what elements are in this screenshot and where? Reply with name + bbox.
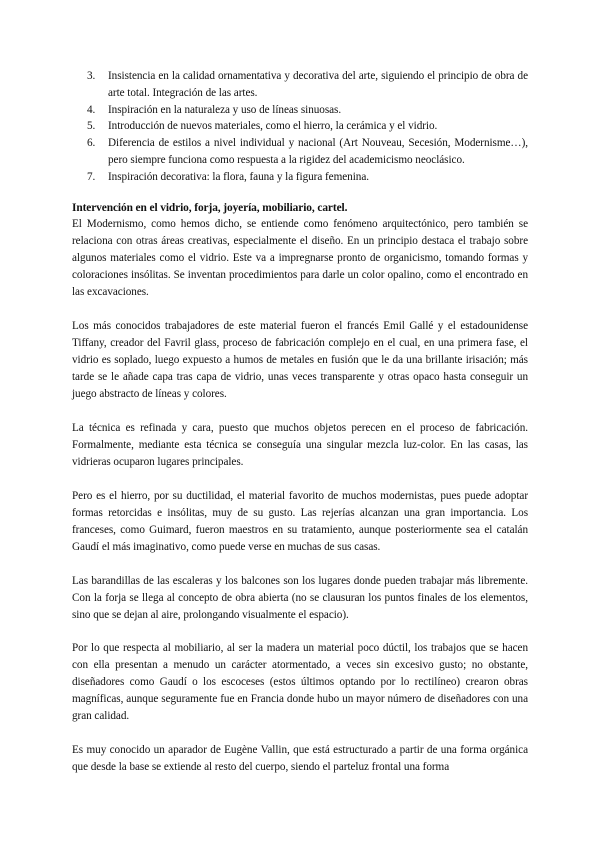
paragraph-iron: Pero es el hierro, por su ductilidad, el material favorito de muchos modernistas, pues puede adoptar formas retorcidas e insólitas, muy de su gusto. Las rejerías alcanzan una gran importancia. Los franceses, como Guimard, fueron maestros en su tratamiento, aunque posteriormente sea el catalán Gaudí el más imaginativo, como puede verse en muchas de sus casas. <box>72 489 528 553</box>
principles-list <box>72 68 528 186</box>
list-item <box>72 68 528 102</box>
list-item-number: 6. <box>87 137 96 150</box>
paragraph-glass-technique: La técnica es refinada y cara, puesto que muchos objetos perecen en el proceso de fabricación. Formalmente, mediante esta técnica se conseguía una singular mezcla luz-color. En las casas, las vidrieras ocuparon lugares principales. <box>72 421 528 468</box>
paragraph-vallin: Es muy conocido un aparador de Eugène Vallin, que está estructurado a partir de una forma orgánica que desde la base se extiende al resto del cuerpo, siendo el parteluz frontal una forma <box>72 744 528 774</box>
section-heading: Intervención en el vidrio, forja, joyería, mobiliario, cartel. <box>72 201 348 214</box>
list-item <box>72 118 528 135</box>
list-item-text: Introducción de nuevos materiales, como el hierro, la cerámica y el vidrio. <box>108 120 438 133</box>
list-item <box>72 169 528 186</box>
list-item-number: 7. <box>87 170 96 183</box>
paragraph-glass-intro: El Modernismo, como hemos dicho, se entiende como fenómeno arquitectónico, pero también se relaciona con otras áreas creativas, especialmente el diseño. En un principio destaca el trabajo sobre algunos materiales como el vidrio. Este va a impregnarse pronto de organicismo, tomando formas y coloraciones insólitas. Se inventan procedimientos para darle un color opalino, como el encontrado en las excavaciones. <box>72 218 528 299</box>
list-item-number: 5. <box>87 120 96 133</box>
list-item-text: Diferencia de estilos a nivel individual y nacional (Art Nouveau, Secesión, Modernisme…), pero siempre funciona como respuesta a la rigidez del academicismo neoclásico. <box>108 137 528 166</box>
list-item <box>72 102 528 119</box>
paragraph-furniture: Por lo que respecta al mobiliario, al ser la madera un material poco dúctil, los trabajos que se hacen con ella presentan a menudo un carácter atormentado, a veces sin excesivo gusto; no obstante, diseñadores como Gaudí o los escoceses (estos últimos optando por lo rectilíneo) crearon obras magníficas, aunque seguramente fue en Francia donde hubo un mayor número de diseñadores con una gran calidad. <box>72 642 528 723</box>
paragraph-forge: Las barandillas de las escaleras y los balcones son los lugares donde pueden trabajar más libremente. Con la forja se llega al concepto de obra abierta (no se clausuran los puntos finales de los elementos, sino que se dejan al aire, prolongando visualmente el espacio). <box>72 574 528 621</box>
document-page <box>72 68 528 793</box>
paragraph-glass-makers: Los más conocidos trabajadores de este material fueron el francés Emil Gallé y el estadounidense Tiffany, creador del Favril glass, proceso de fabricación complejo en el cual, en una primera fase, el vidrio es soplado, luego expuesto a humos de metales en fusión que le da una brillante irisación; más tarde se le añade capa tras capa de vidrio, unas veces transparente y otras opaco hasta conseguir un juego abstracto de líneas y colores. <box>72 320 528 401</box>
list-item <box>72 135 528 169</box>
list-item-text: Insistencia en la calidad ornamentativa y decorativa del arte, siguiendo el principio de obra de arte total. Integración de las artes. <box>108 70 528 99</box>
list-item-text: Inspiración decorativa: la flora, fauna y la figura femenina. <box>108 170 369 183</box>
list-item-number: 3. <box>87 70 96 82</box>
list-item-text: Inspiración en la naturaleza y uso de líneas sinuosas. <box>108 103 342 116</box>
list-item-number: 4. <box>87 103 96 116</box>
